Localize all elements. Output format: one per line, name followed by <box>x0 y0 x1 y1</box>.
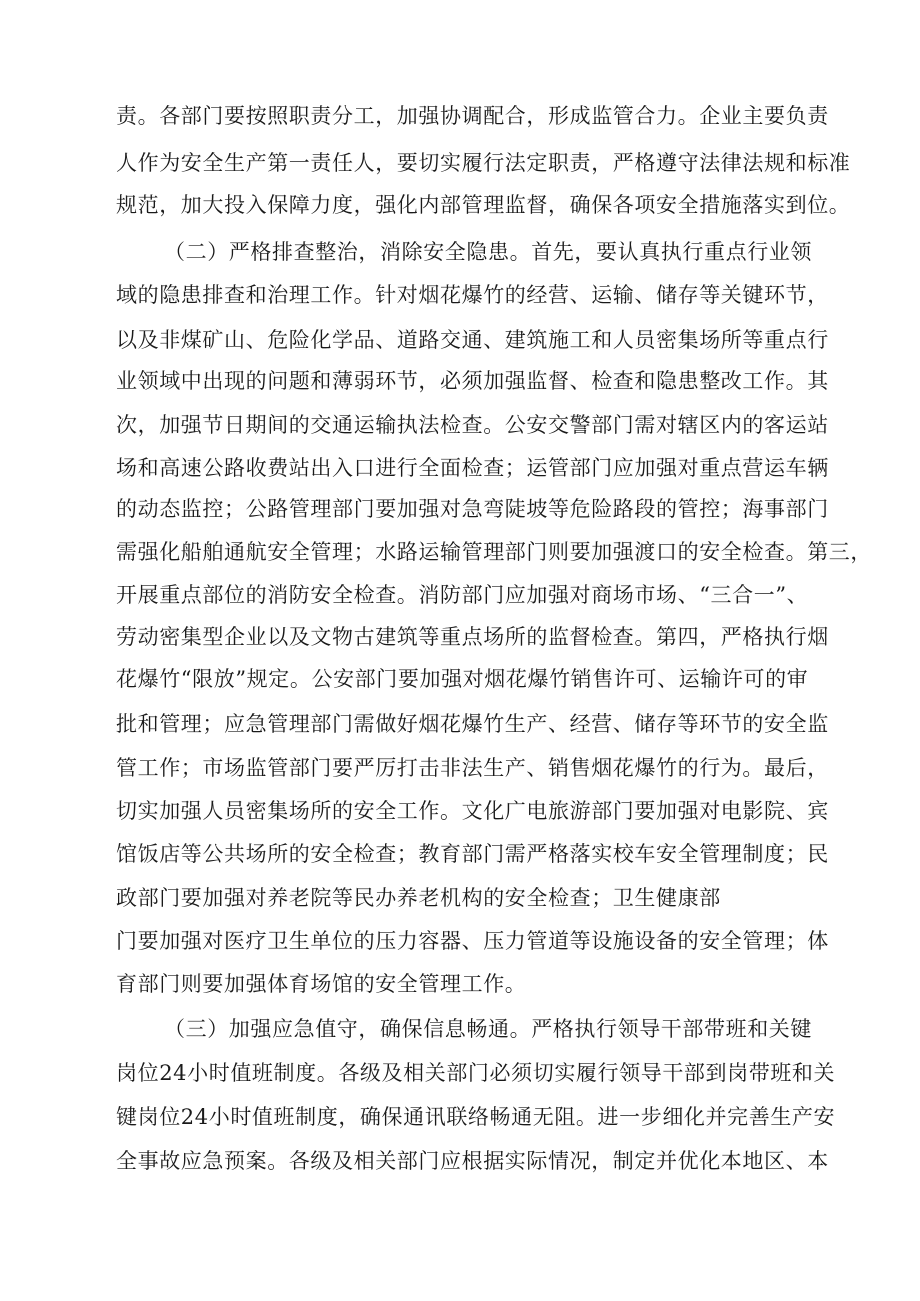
text-line: 需强化船舶通航安全管理；水路运输管理部门则要加强渡口的安全检查。第三， <box>116 540 872 564</box>
text-line: 开展重点部位的消防安全检查。消防部门应加强对商场市场、“三合一”、 <box>116 583 809 607</box>
text-line: 域的隐患排查和治理工作。针对烟花爆竹的经营、运输、储存等关键环节， <box>116 283 829 307</box>
text-line: 门要加强对医疗卫生单位的压力容器、压力管道等设施设备的安全管理；体 <box>116 929 829 953</box>
text-line: 劳动密集型企业以及文物古建筑等重点场所的监督检查。第四，严格执行烟 <box>116 625 829 649</box>
text-line: 人作为安全生产第一责任人，要切实履行法定职责，严格遵守法律法规和标准 <box>116 151 851 175</box>
text-line: 花爆竹“限放”规定。公安部门要加强对烟花爆竹销售许可、运输许可的审 <box>116 667 809 691</box>
text-line: 批和管理；应急管理部门需做好烟花爆竹生产、经营、储存等环节的安全监 <box>116 712 829 736</box>
text-line: 场和高速公路收费站出入口进行全面检查；运管部门应加强对重点营运车辆 <box>116 456 829 480</box>
text-line: 馆饭店等公共场所的安全检查；教育部门需严格落实校车安全管理制度；民 <box>116 842 829 866</box>
text-line: 的动态监控；公路管理部门要加强对急弯陡坡等危险路段的管控；海事部门 <box>116 497 829 521</box>
text-line: 键岗位24小时值班制度，确保通讯联络畅通无阻。进一步细化并完善生产安 <box>116 1105 836 1129</box>
text-line: 岗位24小时值班制度。各级及相关部门必须切实履行领导干部到岗带班和关 <box>116 1061 836 1085</box>
section-heading-line: （三）加强应急值守，确保信息畅通。严格执行领导干部带班和关键 <box>164 1017 812 1041</box>
text-line: 业领域中出现的问题和薄弱环节，必须加强监督、检查和隐患整改工作。其 <box>116 369 829 393</box>
text-line: 切实加强人员密集场所的安全工作。文化广电旅游部门要加强对电影院、宾 <box>116 799 829 823</box>
text-line: 管工作；市场监管部门要严厉打击非法生产、销售烟花爆竹的行为。最后， <box>116 756 829 780</box>
text-line: 育部门则要加强体育场馆的安全管理工作。 <box>116 972 527 996</box>
text-line: 规范，加大投入保障力度，强化内部管理监督，确保各项安全措施落实到位。 <box>116 193 851 217</box>
text-line: 次，加强节日期间的交通运输执法检查。公安交警部门需对辖区内的客运站 <box>116 413 829 437</box>
text-line: 责。各部门要按照职责分工，加强协调配合，形成监管合力。企业主要负责 <box>116 104 829 128</box>
text-line: 以及非煤矿山、危险化学品、道路交通、建筑施工和人员密集场所等重点行 <box>116 328 829 352</box>
section-heading-line: （二）严格排查整治，消除安全隐患。首先，要认真执行重点行业领 <box>164 240 812 264</box>
text-line: 全事故应急预案。各级及相关部门应根据实际情况，制定并优化本地区、本 <box>116 1149 829 1173</box>
text-line: 政部门要加强对养老院等民办养老机构的安全检查；卫生健康部 <box>116 886 721 910</box>
